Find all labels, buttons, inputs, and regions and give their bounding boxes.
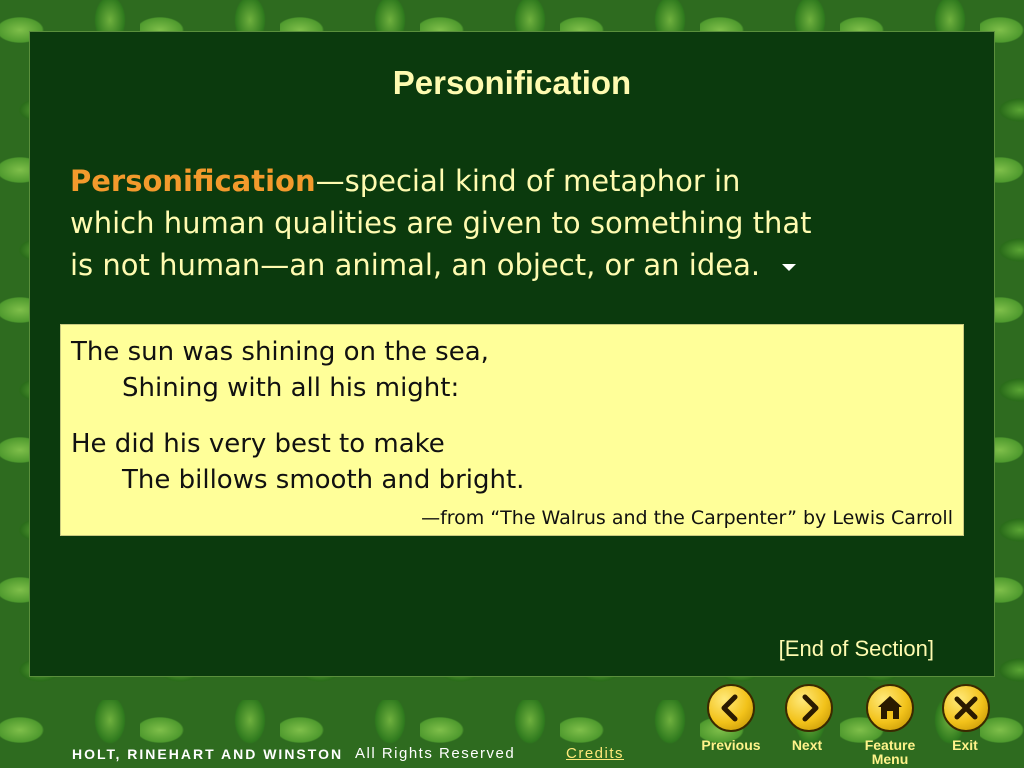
poem-box — [60, 324, 964, 536]
definition-line-1-text: —special kind of metaphor in — [315, 164, 741, 198]
home-icon — [868, 686, 912, 730]
feature-label-line-2: Menu — [871, 751, 909, 767]
end-of-section-label: [End of Section] — [778, 636, 934, 661]
footer-bar — [0, 741, 680, 768]
poem-line-1: The sun was shining on the sea, — [71, 337, 489, 367]
rights-text: All Rights Reserved — [355, 745, 516, 762]
exit-label[interactable]: Exit — [952, 737, 978, 753]
definition-line-2: which human qualities are given to something that — [70, 206, 812, 240]
poem-line-3: He did his very best to make — [71, 429, 445, 459]
caret-down-icon[interactable] — [782, 264, 796, 271]
poem-line-2: Shining with all his might: — [122, 373, 460, 403]
feature-menu-label[interactable] — [850, 738, 930, 766]
credits-link[interactable]: Credits — [566, 745, 625, 762]
feature-label-line-1: Feature — [864, 737, 916, 753]
previous-button[interactable] — [707, 684, 755, 732]
arrow-right-icon — [787, 686, 831, 730]
feature-menu-button[interactable] — [866, 684, 914, 732]
definition-line-1 — [70, 160, 970, 202]
arrow-left-icon — [709, 686, 753, 730]
poem-line-4: The billows smooth and bright. — [122, 465, 525, 495]
definition-line-3-text: is not human—an animal, an object, or an idea. — [70, 248, 761, 282]
publisher-name: HOLT, RINEHART AND WINSTON — [72, 746, 344, 762]
definition-term: Personification — [70, 164, 316, 198]
slide-title: Personification — [392, 64, 632, 101]
definition-line-3 — [70, 244, 970, 286]
poem-attribution: —from “The Walrus and the Carpenter” by Lewis Carroll — [421, 507, 953, 529]
next-label[interactable]: Next — [791, 737, 823, 753]
next-button[interactable] — [785, 684, 833, 732]
previous-label[interactable]: Previous — [701, 737, 761, 753]
exit-button[interactable] — [942, 684, 990, 732]
definition-text — [70, 160, 970, 286]
close-icon — [944, 686, 988, 730]
